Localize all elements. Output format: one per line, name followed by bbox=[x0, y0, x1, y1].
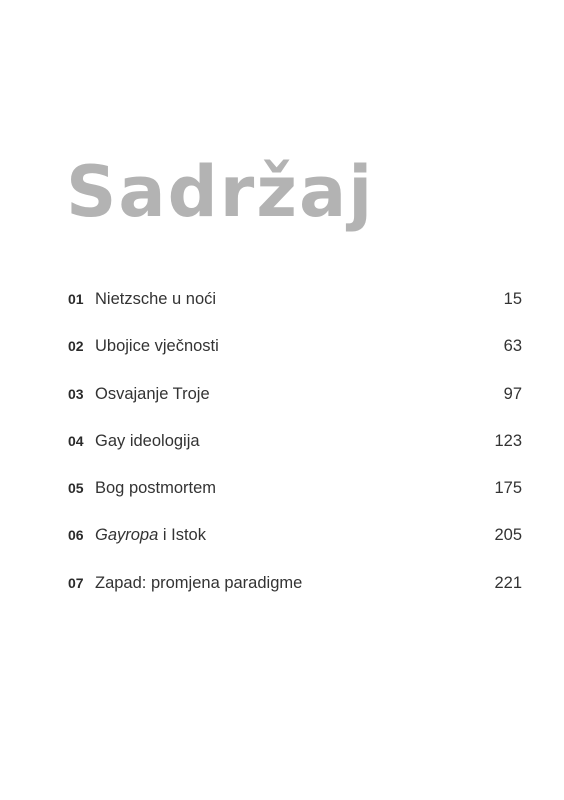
page-number: 205 bbox=[494, 526, 522, 545]
chapter-number: 05 bbox=[68, 480, 84, 497]
page-number: 63 bbox=[503, 337, 522, 356]
chapter-number: 07 bbox=[68, 574, 84, 591]
table-of-contents bbox=[68, 285, 522, 616]
chapter-title: Zapad: promjena paradigme bbox=[95, 573, 303, 592]
page-number: 97 bbox=[503, 384, 522, 403]
chapter-title: Ubojice vječnosti bbox=[95, 337, 219, 356]
toc-entry-02 bbox=[68, 332, 522, 379]
page-title: Sadržaj bbox=[66, 151, 375, 233]
chapter-title: Osvajanje Troje bbox=[95, 384, 210, 403]
chapter-title: Nietzsche u noći bbox=[95, 290, 217, 308]
chapter-number: 02 bbox=[68, 338, 84, 355]
chapter-title-italic: Gayropa bbox=[95, 526, 159, 545]
chapter-number: 06 bbox=[68, 527, 84, 544]
chapter-title: Bog postmortem bbox=[95, 479, 217, 498]
chapter-title bbox=[95, 521, 482, 549]
page-number: 175 bbox=[494, 479, 522, 498]
page-number: 123 bbox=[494, 431, 522, 450]
toc-entry-03 bbox=[68, 380, 522, 427]
page-number: 221 bbox=[494, 573, 522, 592]
chapter-number: 04 bbox=[68, 432, 84, 449]
chapter-number: 03 bbox=[68, 385, 84, 402]
toc-entry-01 bbox=[68, 285, 522, 332]
toc-entry-05 bbox=[68, 474, 522, 521]
toc-entry-07 bbox=[68, 569, 522, 616]
chapter-title-rest: i Istok bbox=[158, 526, 206, 545]
toc-entry-06 bbox=[68, 521, 522, 568]
chapter-number: 01 bbox=[68, 291, 84, 307]
page-number: 15 bbox=[503, 290, 522, 308]
chapter-title: Gay ideologija bbox=[95, 431, 200, 450]
toc-entry-04 bbox=[68, 427, 522, 474]
